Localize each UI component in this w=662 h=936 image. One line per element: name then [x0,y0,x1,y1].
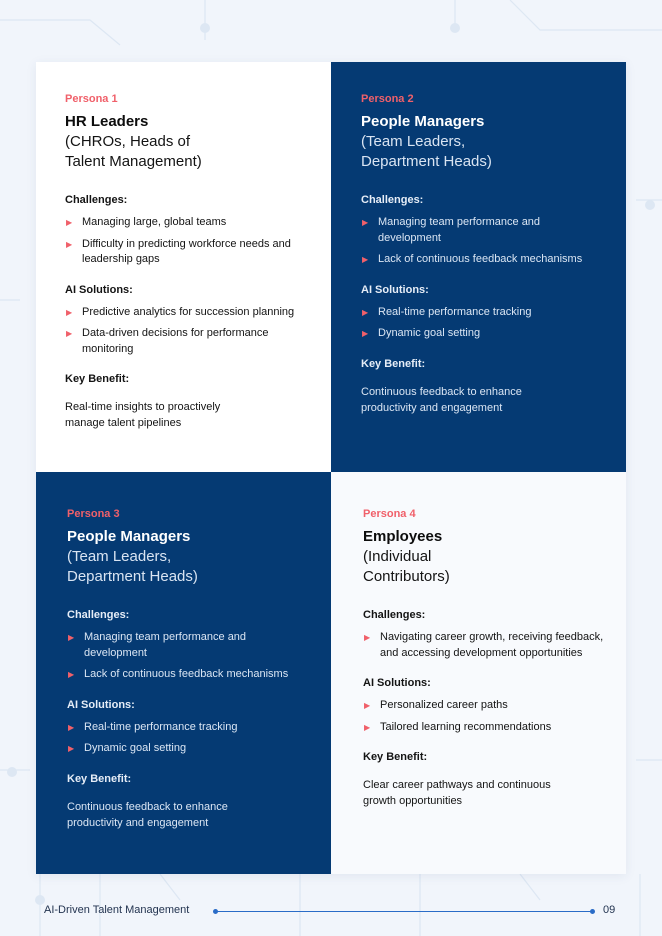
challenges-list [67,630,311,683]
footer-divider [215,911,592,912]
challenges-list [361,215,606,268]
persona-card-3 [36,472,331,874]
list-item: ▶ Data-driven decisions for performance monitoring [66,327,269,355]
footer-dot-left [213,909,218,914]
solutions-list [363,698,606,735]
persona-label: Persona 4 [363,508,416,520]
list-item: ▶ Dynamic goal setting [362,327,481,339]
challenges-list [65,215,309,268]
page-number: 09 [603,904,616,916]
arrow-right-icon: ▶ [364,633,371,642]
arrow-right-icon: ▶ [364,722,371,732]
benefit-heading: Key Benefit: [65,373,130,385]
persona-subtitle: (Individual Contributors) [363,548,450,585]
benefit-text: Clear career pathways and continuous growth opportunities [363,779,551,807]
benefit-heading: Key Benefit: [67,772,132,785]
arrow-right-icon: ▶ [364,701,371,710]
arrow-right-icon: ▶ [68,722,75,732]
benefit-text: Continuous feedback to enhance productivity and engagement [361,385,522,414]
solutions-heading: AI Solutions: [363,677,431,689]
solutions-list [361,305,606,342]
list-item: ▶ Managing team performance and development [68,631,247,659]
arrow-right-icon: ▶ [68,633,75,642]
arrow-right-icon: ▶ [362,255,369,264]
footer-dot-right [590,909,595,914]
arrow-right-icon: ▶ [68,744,75,753]
benefit-text: Real-time insights to proactively manage talent pipelines [65,401,221,429]
solutions-list [65,305,309,358]
persona-title: HR Leaders [65,113,149,130]
list-item: ▶ Lack of continuous feedback mechanisms [68,668,289,680]
persona-title: People Managers [361,113,485,130]
list-item: ▶ Tailored learning recommendations [364,720,552,733]
challenges-heading: Challenges: [67,609,130,621]
persona-title: People Managers [67,528,191,545]
benefit-heading: Key Benefit: [363,751,428,763]
list-item: ▶ Managing team performance and development [362,216,541,244]
list-item: ▶ Predictive analytics for succession planning [66,305,295,318]
challenges-heading: Challenges: [363,609,426,621]
list-item: ▶ Managing large, global teams [66,216,227,228]
challenges-list [363,630,606,661]
persona-subtitle: (Team Leaders, Department Heads) [67,548,198,585]
list-item: ▶ Personalized career paths [364,699,508,711]
challenges-heading: Challenges: [65,194,128,206]
persona-subtitle: (CHROs, Heads of Talent Management) [65,133,202,170]
benefit-text: Continuous feedback to enhance productivity and engagement [67,800,228,829]
persona-label: Persona 1 [65,93,118,105]
persona-label: Persona 3 [67,508,120,520]
solutions-heading: AI Solutions: [361,283,429,296]
footer-title: AI-Driven Talent Management [44,904,190,916]
solutions-list [67,720,311,757]
solutions-heading: AI Solutions: [65,283,133,296]
persona-card-2 [331,62,626,472]
arrow-right-icon: ▶ [66,329,73,338]
list-item: ▶ Real-time performance tracking [362,305,532,318]
list-item: ▶ Difficulty in predicting workforce needs and leadership gaps [66,237,291,265]
persona-grid [36,62,626,874]
list-item: ▶ Dynamic goal setting [68,742,187,754]
arrow-right-icon: ▶ [66,307,73,317]
arrow-right-icon: ▶ [362,307,369,317]
persona-label: Persona 2 [361,93,414,105]
challenges-heading: Challenges: [361,194,424,206]
persona-title: Employees [363,528,443,545]
list-item: ▶ Lack of continuous feedback mechanisms [362,253,583,265]
persona-subtitle: (Team Leaders, Department Heads) [361,133,492,170]
arrow-right-icon: ▶ [66,218,73,227]
arrow-right-icon: ▶ [362,329,369,338]
persona-card-4 [331,472,626,874]
arrow-right-icon: ▶ [362,218,369,227]
solutions-heading: AI Solutions: [67,698,135,711]
arrow-right-icon: ▶ [68,670,75,679]
arrow-right-icon: ▶ [66,239,73,249]
persona-card-1 [36,62,331,472]
list-item: ▶ Navigating career growth, receiving feedback, and accessing development opportunities [364,631,604,659]
benefit-heading: Key Benefit: [361,357,426,370]
list-item: ▶ Real-time performance tracking [68,720,238,733]
